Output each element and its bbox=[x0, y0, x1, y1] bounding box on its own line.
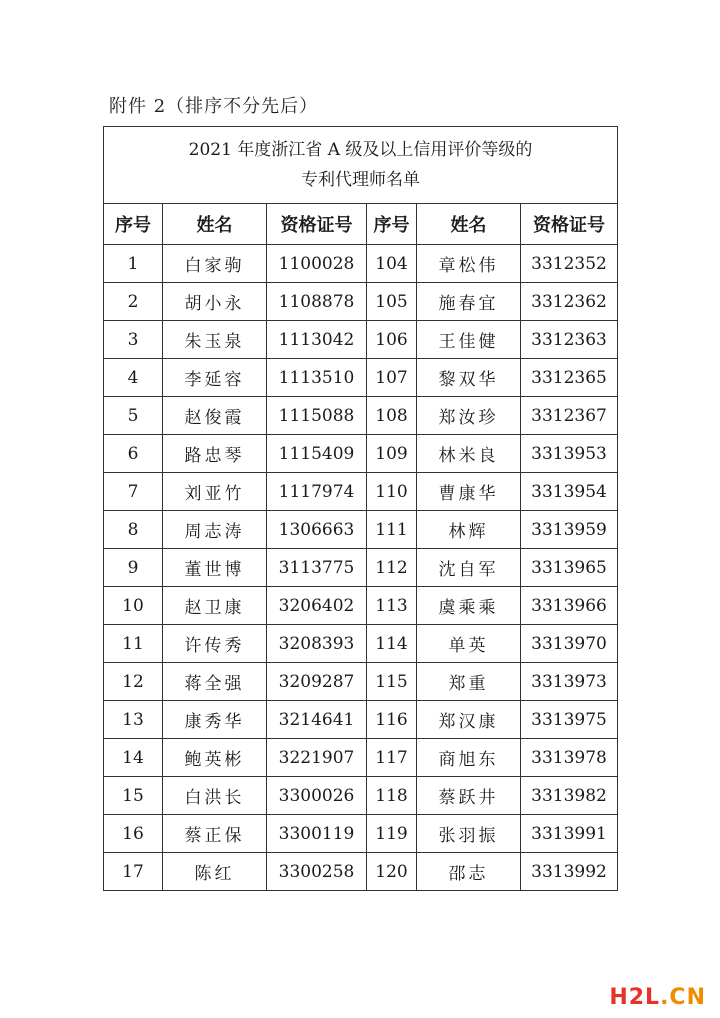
row-cert-left: 3300119 bbox=[267, 815, 367, 853]
table-header-row bbox=[104, 204, 618, 245]
row-name-left: 白洪长 bbox=[163, 777, 267, 815]
row-cert-left: 3300026 bbox=[267, 777, 367, 815]
row-cert-right: 3313966 bbox=[521, 587, 618, 625]
row-name-right: 林米良 bbox=[417, 435, 521, 473]
table-row bbox=[104, 283, 618, 321]
row-name-left: 董世博 bbox=[163, 549, 267, 587]
row-name-left: 鲍英彬 bbox=[163, 739, 267, 777]
row-name-left: 路忠琴 bbox=[163, 435, 267, 473]
row-cert-left: 1113510 bbox=[267, 359, 367, 397]
row-index-right: 113 bbox=[367, 587, 417, 625]
row-index-left: 9 bbox=[104, 549, 163, 587]
row-index-right: 120 bbox=[367, 853, 417, 891]
row-index-right: 110 bbox=[367, 473, 417, 511]
table-body bbox=[104, 245, 618, 891]
row-cert-left: 3300258 bbox=[267, 853, 367, 891]
row-cert-right: 3313982 bbox=[521, 777, 618, 815]
row-index-right: 105 bbox=[367, 283, 417, 321]
row-index-left: 2 bbox=[104, 283, 163, 321]
row-index-left: 3 bbox=[104, 321, 163, 359]
row-index-left: 8 bbox=[104, 511, 163, 549]
row-index-left: 17 bbox=[104, 853, 163, 891]
row-cert-left: 1115409 bbox=[267, 435, 367, 473]
row-index-right: 116 bbox=[367, 701, 417, 739]
row-name-right: 王佳健 bbox=[417, 321, 521, 359]
header-index-right: 序号 bbox=[367, 204, 417, 245]
row-cert-left: 1115088 bbox=[267, 397, 367, 435]
row-name-left: 刘亚竹 bbox=[163, 473, 267, 511]
site-watermark bbox=[609, 985, 706, 1010]
row-name-right: 黎双华 bbox=[417, 359, 521, 397]
table-row bbox=[104, 473, 618, 511]
table-row bbox=[104, 587, 618, 625]
row-cert-right: 3312362 bbox=[521, 283, 618, 321]
row-cert-right: 3312365 bbox=[521, 359, 618, 397]
row-index-right: 117 bbox=[367, 739, 417, 777]
watermark-suffix: .CN bbox=[660, 985, 706, 1010]
table-row bbox=[104, 511, 618, 549]
row-cert-left: 3113775 bbox=[267, 549, 367, 587]
row-name-right: 章松伟 bbox=[417, 245, 521, 283]
row-cert-right: 3313953 bbox=[521, 435, 618, 473]
row-name-right: 沈自军 bbox=[417, 549, 521, 587]
row-index-right: 114 bbox=[367, 625, 417, 663]
table-row bbox=[104, 625, 618, 663]
row-index-right: 111 bbox=[367, 511, 417, 549]
row-index-left: 12 bbox=[104, 663, 163, 701]
table-title-line-2: 专利代理师名单 bbox=[301, 170, 421, 190]
row-index-right: 107 bbox=[367, 359, 417, 397]
row-index-left: 13 bbox=[104, 701, 163, 739]
table-row bbox=[104, 435, 618, 473]
row-name-right: 林辉 bbox=[417, 511, 521, 549]
table-row bbox=[104, 663, 618, 701]
row-name-left: 蒋全强 bbox=[163, 663, 267, 701]
row-cert-right: 3312363 bbox=[521, 321, 618, 359]
row-cert-left: 3221907 bbox=[267, 739, 367, 777]
row-index-left: 14 bbox=[104, 739, 163, 777]
table-row bbox=[104, 397, 618, 435]
row-cert-left: 3206402 bbox=[267, 587, 367, 625]
header-cert-left: 资格证号 bbox=[267, 204, 367, 245]
row-index-left: 16 bbox=[104, 815, 163, 853]
row-cert-left: 3209287 bbox=[267, 663, 367, 701]
patent-agent-table bbox=[103, 126, 618, 891]
row-cert-left: 1117974 bbox=[267, 473, 367, 511]
row-index-left: 6 bbox=[104, 435, 163, 473]
row-cert-right: 3312352 bbox=[521, 245, 618, 283]
table-row bbox=[104, 549, 618, 587]
row-name-left: 陈红 bbox=[163, 853, 267, 891]
row-cert-right: 3313954 bbox=[521, 473, 618, 511]
table-row bbox=[104, 815, 618, 853]
watermark-brand: H2L bbox=[609, 985, 661, 1010]
row-index-right: 115 bbox=[367, 663, 417, 701]
row-index-right: 109 bbox=[367, 435, 417, 473]
header-cert-right: 资格证号 bbox=[521, 204, 618, 245]
row-name-right: 张羽振 bbox=[417, 815, 521, 853]
row-name-right: 单英 bbox=[417, 625, 521, 663]
table-title bbox=[104, 127, 618, 204]
row-name-right: 郑汉康 bbox=[417, 701, 521, 739]
row-name-right: 郑汝珍 bbox=[417, 397, 521, 435]
table-row bbox=[104, 701, 618, 739]
row-name-right: 曹康华 bbox=[417, 473, 521, 511]
row-name-right: 施春宜 bbox=[417, 283, 521, 321]
table-row bbox=[104, 321, 618, 359]
row-name-left: 赵卫康 bbox=[163, 587, 267, 625]
table-row bbox=[104, 245, 618, 283]
row-cert-left: 3208393 bbox=[267, 625, 367, 663]
row-name-right: 郑重 bbox=[417, 663, 521, 701]
row-cert-right: 3313973 bbox=[521, 663, 618, 701]
row-index-left: 15 bbox=[104, 777, 163, 815]
row-index-right: 108 bbox=[367, 397, 417, 435]
row-cert-left: 1108878 bbox=[267, 283, 367, 321]
row-cert-right: 3313991 bbox=[521, 815, 618, 853]
row-name-left: 蔡正保 bbox=[163, 815, 267, 853]
row-index-right: 118 bbox=[367, 777, 417, 815]
row-cert-left: 1100028 bbox=[267, 245, 367, 283]
row-index-right: 119 bbox=[367, 815, 417, 853]
row-name-right: 蔡跃井 bbox=[417, 777, 521, 815]
row-name-right: 邵志 bbox=[417, 853, 521, 891]
row-name-right: 商旭东 bbox=[417, 739, 521, 777]
row-name-left: 李延容 bbox=[163, 359, 267, 397]
row-index-left: 4 bbox=[104, 359, 163, 397]
row-name-left: 周志涛 bbox=[163, 511, 267, 549]
row-index-left: 1 bbox=[104, 245, 163, 283]
table-row bbox=[104, 359, 618, 397]
row-name-left: 胡小永 bbox=[163, 283, 267, 321]
row-cert-left: 3214641 bbox=[267, 701, 367, 739]
table-title-line-1: 2021 年度浙江省 A 级及以上信用评价等级的 bbox=[188, 140, 533, 160]
header-index-left: 序号 bbox=[104, 204, 163, 245]
row-index-right: 106 bbox=[367, 321, 417, 359]
table-row bbox=[104, 777, 618, 815]
row-name-left: 赵俊霞 bbox=[163, 397, 267, 435]
row-cert-right: 3313992 bbox=[521, 853, 618, 891]
row-index-right: 104 bbox=[367, 245, 417, 283]
row-index-left: 11 bbox=[104, 625, 163, 663]
row-cert-right: 3312367 bbox=[521, 397, 618, 435]
row-name-left: 许传秀 bbox=[163, 625, 267, 663]
attachment-label: 附件 2（排序不分先后） bbox=[109, 96, 319, 117]
row-index-right: 112 bbox=[367, 549, 417, 587]
row-name-left: 朱玉泉 bbox=[163, 321, 267, 359]
row-cert-right: 3313965 bbox=[521, 549, 618, 587]
row-cert-right: 3313959 bbox=[521, 511, 618, 549]
row-index-left: 10 bbox=[104, 587, 163, 625]
row-cert-right: 3313970 bbox=[521, 625, 618, 663]
row-index-left: 5 bbox=[104, 397, 163, 435]
header-name-right: 姓名 bbox=[417, 204, 521, 245]
row-name-right: 虞乘乘 bbox=[417, 587, 521, 625]
table-row bbox=[104, 853, 618, 891]
table-row bbox=[104, 739, 618, 777]
row-cert-right: 3313975 bbox=[521, 701, 618, 739]
row-cert-left: 1113042 bbox=[267, 321, 367, 359]
header-name-left: 姓名 bbox=[163, 204, 267, 245]
row-cert-right: 3313978 bbox=[521, 739, 618, 777]
row-cert-left: 1306663 bbox=[267, 511, 367, 549]
row-name-left: 白家驹 bbox=[163, 245, 267, 283]
row-name-left: 康秀华 bbox=[163, 701, 267, 739]
row-index-left: 7 bbox=[104, 473, 163, 511]
